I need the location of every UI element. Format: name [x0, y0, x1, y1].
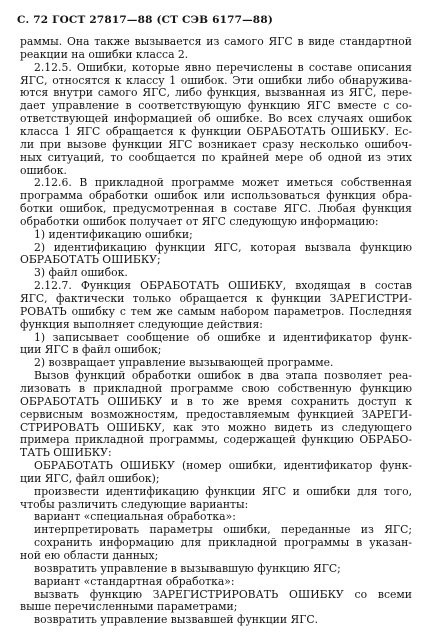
text-line: лизовать в прикладной программе свою собственную функцию	[20, 381, 412, 395]
text-line: ются внутри самого ЯГС, либо функция, вызванная из ЯГС, пере-	[20, 86, 412, 100]
text-line: 2) возвращает управление вызывающей программе.	[34, 356, 334, 370]
text-line: вариант «специальная обработка»:	[34, 510, 236, 524]
text-line: сервисным возможностям, предоставляемым функцией ЗАРЕГИ-	[20, 407, 412, 421]
text-line: раммы. Она также вызывается из самого ЯГС в виде стандартной	[20, 35, 412, 48]
text-line: ОБРАБОТАТЬ ОШИБКУ;	[20, 253, 161, 267]
text-line: вызвать функцию ЗАРЕГИСТРИРОВАТЬ ОШИБКУ со всеми	[34, 587, 412, 601]
text-line: ной ею области данных;	[20, 549, 159, 562]
text-line: 2) идентификацию функции ЯГС, которая вызвала функцию	[34, 240, 412, 254]
text-line: ошибок.	[20, 163, 67, 177]
text-line: вариант «стандартная обработка»:	[34, 574, 235, 588]
text-line: ТАТЬ ОШИБКУ:	[20, 446, 112, 460]
text-line: ОБРАБОТАТЬ ОШИБКУ (номер ошибки, идентификатор функ-	[34, 459, 412, 473]
text-line: возвратить управление в вызывавшую функцию ЯГС;	[34, 561, 341, 575]
text-line: ЯГС, фактически только обращается к функции ЗАРЕГИСТРИ-	[20, 292, 412, 305]
text-line: реакции на ошибки класса 2.	[20, 47, 189, 61]
text-line: РОВАТЬ ошибку с тем же самым набором параметров. Последняя	[20, 304, 412, 318]
text-line: возвратить управление вызвавшей функции ЯГС.	[34, 613, 319, 627]
text-line: 1) записывает сообщение об ошибке и идентификатор функ-	[34, 330, 412, 344]
text-line: программа обработки ошибок или использоваться функция обра-	[20, 189, 412, 203]
text-line: ных ситуаций, то сообщается по крайней мере об одной из этих	[20, 150, 412, 164]
text-line: сохранить информацию для прикладной программы в указан-	[34, 536, 412, 550]
text-line: ответствующей информацией об ошибке. Во всех случаях ошибок	[20, 112, 412, 126]
text-line: интерпретировать параметры ошибки, переданные из ЯГС;	[34, 523, 412, 537]
text-line: ции ЯГС в файл ошибок;	[20, 343, 162, 357]
text-line: примера прикладной программы, содержащей функцию ОБРАБО-	[20, 433, 412, 447]
text-line: СТРИРОВАТЬ ОШИБКУ, как это можно видеть из следующего	[20, 420, 412, 434]
text-line: выше перечисленными параметрами;	[20, 600, 238, 614]
text-line: ции ЯГС, файл ошибок);	[20, 471, 160, 485]
text-line: класса 1 ЯГС обращается к функции ОБРАБОТАТЬ ОШИБКУ. Ес-	[20, 124, 412, 138]
page-header: С. 72 ГОСТ 27817—88 (СТ СЭВ 6177—88)	[17, 14, 273, 26]
text-line: 2.12.5. Ошибки, которые явно перечислены в составе описания	[34, 60, 412, 74]
text-line: функция выполняет следующие действия:	[20, 317, 263, 331]
text-line: чтобы различить следующие варианты:	[20, 497, 249, 511]
text-line: дает управление в соответствующую функцию ЯГС вместе с со-	[20, 99, 412, 113]
text-line: 2.12.7. Функция ОБРАБОТАТЬ ОШИБКУ, входящая в состав	[34, 279, 412, 293]
text-line: Вызов функций обработки ошибок в два этапа позволяет реа-	[34, 369, 412, 383]
text-line: произвести идентификацию функции ЯГС и ошибки для того,	[34, 484, 412, 498]
text-line: обработки ошибок получает от ЯГС следующую информацию:	[20, 214, 379, 228]
text-line: ботки ошибок, предусмотренная в составе ЯГС. Любая функция	[20, 202, 412, 216]
text-line: ОБРАБОТАТЬ ОШИБКУ и в то же время сохранить доступ к	[20, 394, 412, 408]
text-line: ЯГС, относятся к классу 1 ошибок. Эти ошибки либо обнаруживa-	[20, 73, 412, 87]
text-line: 3) файл ошибок.	[34, 266, 128, 280]
text-line: 1) идентификацию ошибки;	[34, 227, 193, 241]
text-line: ли при вызове функции ЯГС возникает сразу несколько ошибоч-	[20, 137, 412, 151]
text-line: 2.12.6. В прикладной программе может иметься собственная	[34, 176, 412, 190]
